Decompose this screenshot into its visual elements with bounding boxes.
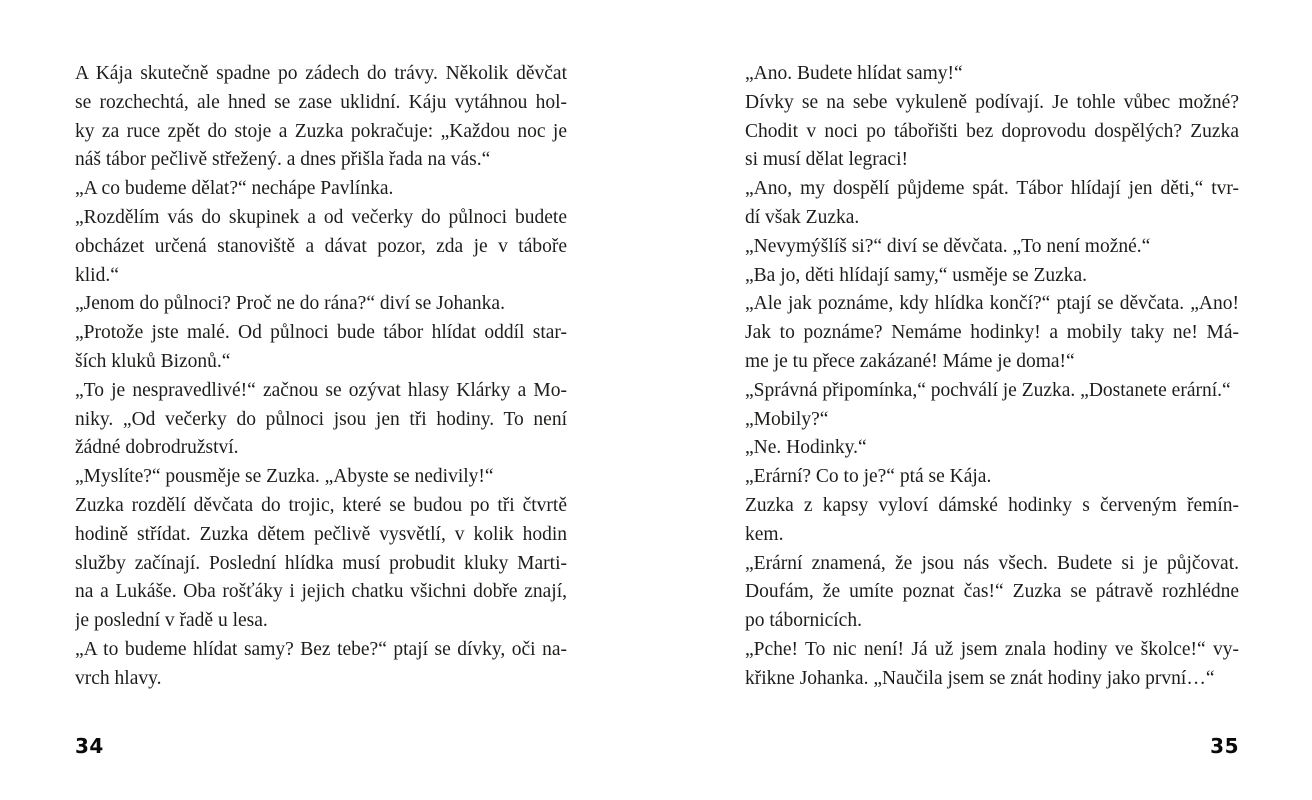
text-line: „Ano. Budete hlídat samy!“ [745,63,963,84]
text-line: Zuzka z kapsy vyloví dámské hodinky s červeným řemín- [745,494,1239,516]
left-page-number: 34 [75,734,104,758]
text-line: „A co budeme dělat?“ nechápe Pavlínka. [75,178,394,200]
text-line: me je tu přece zakázané! Máme je doma!“ [745,350,1075,372]
right-page-number: 35 [1210,734,1239,758]
text-line: si musí dělat legraci! [745,149,908,171]
right-page-text [745,60,1239,694]
text-line: se rozchechtá, ale hned se zase uklidní. Káju vytáhnou hol- [75,91,567,113]
text-line: na a Lukáše. Oba rošťáky i jejich chatku všichni dobře znají, [75,581,567,603]
text-line: „Mobily?“ [745,408,829,430]
text-line: Doufám, že umíte poznat čas!“ Zuzka se pátravě rozhlédne [745,581,1239,603]
text-line: „Erární znamená, že jsou nás všech. Budete si je půjčovat. [745,552,1239,574]
right-page [656,0,1312,800]
text-line: žádné dobrodružství. [75,437,239,459]
text-line: „Erární? Co to je?“ ptá se Kája. [745,466,992,488]
text-line: A Kája skutečně spadne po zádech do trávy. Několik děvčat [75,63,567,84]
text-line: obcházet určená stanoviště a dávat pozor, zda je v táboře [75,235,567,257]
text-line: „Ba jo, děti hlídají samy,“ usměje se Zuzka. [745,264,1088,286]
text-line: „Protože jste malé. Od půlnoci bude tábor hlídat oddíl star- [75,322,567,344]
text-line: „Ano, my dospělí půjdeme spát. Tábor hlídají jen děti,“ tvr- [745,178,1239,200]
text-line: Dívky se na sebe vykuleně podívají. Je tohle vůbec možné? [745,91,1239,113]
text-line: Zuzka rozdělí děvčata do trojic, které se budou po tři čtvrtě [75,494,567,516]
left-page-text [75,60,567,694]
text-line: „Správná připomínka,“ pochválí je Zuzka. „Dostanete erární.“ [745,379,1231,401]
text-line: niky. „Od večerky do půlnoci jsou jen tři hodiny. To není [75,408,567,430]
text-line: „A to budeme hlídat samy? Bez tebe?“ ptají se dívky, oči na- [75,638,567,660]
text-line: vrch hlavy. [75,667,162,689]
text-line: dí však Zuzka. [745,206,860,228]
text-line: křikne Johanka. „Naučila jsem se znát hodiny jako první…“ [745,667,1215,689]
text-line: klid.“ [75,264,119,286]
text-line: služby začínají. Poslední hlídka musí probudit kluky Marti- [75,552,567,574]
text-line: ky za ruce zpět do stoje a Zuzka pokračuje: „Každou noc je [75,120,567,142]
text-line: je poslední v řadě u lesa. [75,610,268,632]
text-line: náš tábor pečlivě střežený. a dnes přišla řada na vás.“ [75,149,491,171]
text-line: „Ale jak poznáme, kdy hlídka končí?“ ptají se děvčata. „Ano! [745,293,1239,315]
text-line: „Rozdělím vás do skupinek a od večerky do půlnoci budete [75,206,567,228]
text-line: „Myslíte?“ pousměje se Zuzka. „Abyste se nedivily!“ [75,466,494,488]
text-line: Chodit v noci po tábořišti bez doprovodu dospělých? Zuzka [745,120,1239,142]
text-line: „Jenom do půlnoci? Proč ne do rána?“ diví se Johanka. [75,293,505,315]
text-line: kem. [745,523,784,545]
text-line: ších kluků Bizonů.“ [75,350,231,372]
text-line: „Ne. Hodinky.“ [745,437,867,459]
text-line: po tábornicích. [745,610,862,632]
text-line: „To je nespravedlivé!“ začnou se ozývat hlasy Klárky a Mo- [75,379,567,401]
text-line: hodině střídat. Zuzka dětem pečlivě vysvětlí, v kolik hodin [75,523,567,545]
text-line: Jak to poznáme? Nemáme hodinky! a mobily taky ne! Má- [745,322,1239,344]
text-line: „Pche! To nic není! Já už jsem znala hodiny ve školce!“ vy- [745,638,1239,660]
text-line: „Nevymýšlíš si?“ diví se děvčata. „To není možné.“ [745,235,1151,257]
